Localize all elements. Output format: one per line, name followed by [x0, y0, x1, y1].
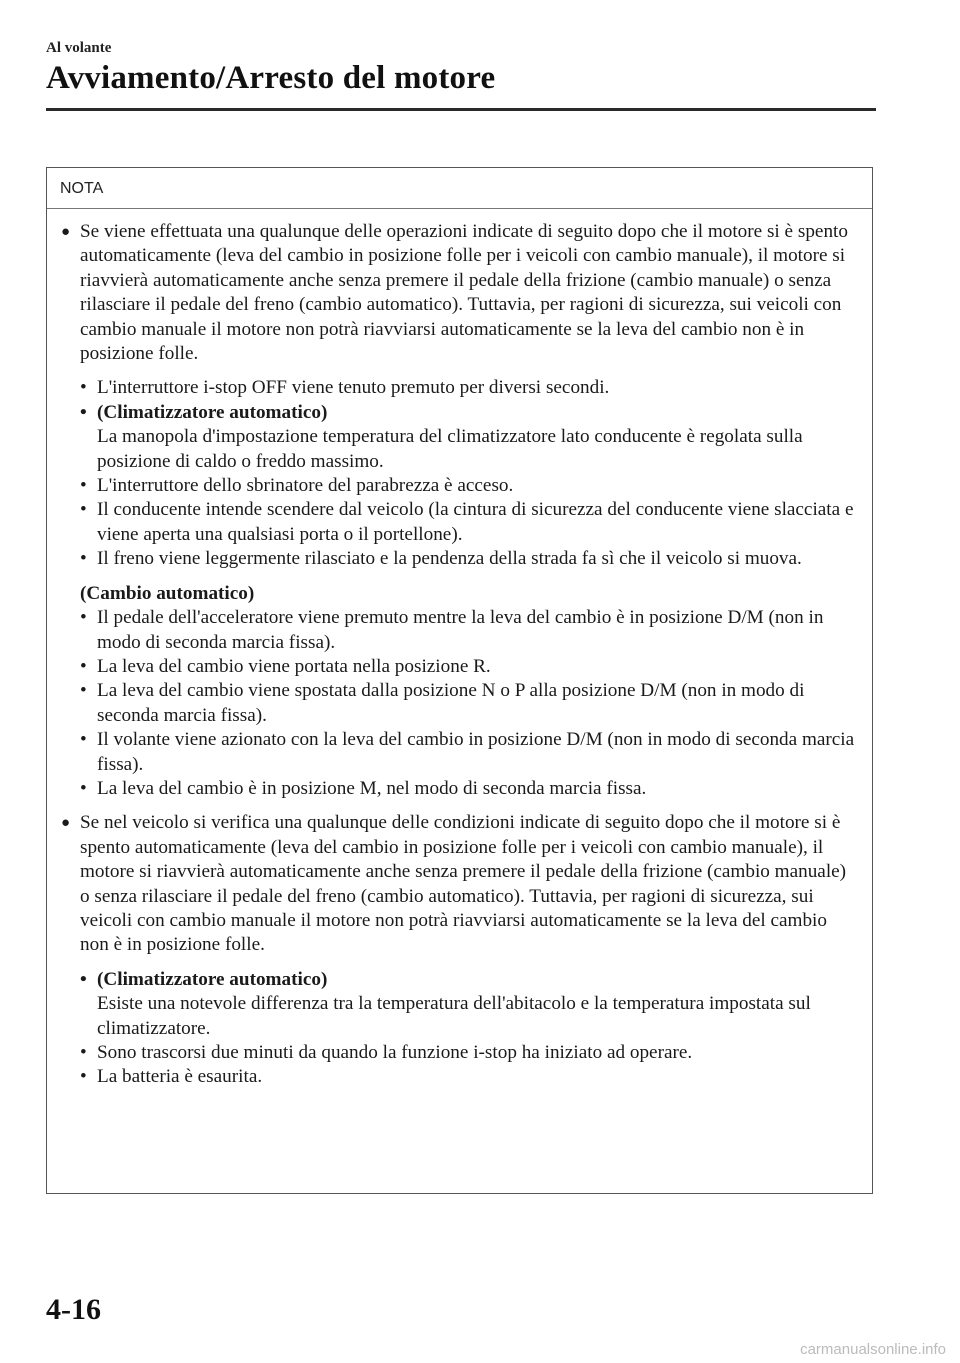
note-body [47, 209, 872, 1090]
climate-text: Esiste una notevole differenza tra la temperatura dell'abitacolo e la temperatura impostata sul climatizzatore. [97, 993, 811, 1039]
climate-text: La manopola d'impostazione temperatura del climatizzatore lato conducente è regolata sulla posizione di caldo o freddo massimo. [97, 426, 803, 472]
auto-transmission-list [80, 606, 858, 801]
list-item-text: L'interruttore dello sbrinatore del parabrezza è acceso. [97, 475, 514, 497]
bullet-dot-icon: ● [61, 224, 71, 240]
page-number: 4-16 [46, 1293, 101, 1326]
section-label: Al volante [46, 40, 112, 56]
note-box [46, 167, 873, 1194]
bullet-icon: • [80, 401, 87, 423]
watermark: carmanualsonline.info [800, 1341, 946, 1358]
list-item-text: Il freno viene leggermente rilasciato e la pendenza della strada fa sì che il veicolo si muova. [97, 548, 802, 570]
list-item-text: Il volante viene azionato con la leva del cambio in posizione D/M (non in modo di seconda marcia fissa). [97, 729, 855, 775]
operations-list [80, 376, 858, 571]
list-item [80, 655, 858, 679]
list-item [80, 968, 858, 1041]
note-paragraph-2 [61, 811, 858, 957]
note-label: NOTA [47, 168, 872, 209]
bullet-dot-icon: ● [61, 815, 71, 832]
bullet-icon: • [80, 655, 87, 677]
list-item [80, 679, 858, 728]
list-item-text: La leva del cambio viene spostata dalla posizione N o P alla posizione D/M (non in modo di seconda marcia fissa). [97, 680, 805, 726]
list-item [80, 606, 858, 655]
list-item-text: La leva del cambio è in posizione M, nel modo di seconda marcia fissa. [97, 777, 647, 799]
list-item-text: La batteria è esaurita. [97, 1066, 263, 1088]
list-item [80, 1065, 858, 1089]
list-item [80, 401, 858, 474]
bullet-icon: • [80, 607, 87, 629]
list-item [80, 474, 858, 498]
paragraph-text: Se nel veicolo si verifica una qualunque delle condizioni indicate di seguito dopo che il motore si è spento automaticamente (leva del cambio in posizione folle per i veicoli con cambio manuale), il motore si riavvierà automaticamente anche senza premere il pedale della frizione (cambio manuale) o senza rilasciare il pedale del freno (cambio automatico). Tuttavia, per ragioni di sicurezza, sui veicoli con cambio manuale il motore non potrà riavviarsi automaticamente se la leva del cambio non è in posizione folle. [80, 812, 847, 956]
list-item [80, 498, 858, 547]
list-item-text: L'interruttore i-stop OFF viene tenuto premuto per diversi secondi. [97, 377, 610, 399]
title-divider [46, 108, 876, 111]
note-paragraph-1 [61, 220, 858, 366]
list-item [80, 1041, 858, 1065]
list-item [80, 547, 858, 571]
bullet-icon: • [80, 499, 87, 521]
bullet-icon: • [80, 777, 87, 799]
bullet-icon: • [80, 548, 87, 570]
list-item [80, 376, 858, 400]
bullet-icon: • [80, 1066, 87, 1088]
list-item-text: Il pedale dell'acceleratore viene premuto mentre la leva del cambio è in posizione D/M (non in modo di seconda marcia fissa). [97, 607, 824, 653]
list-item-text [97, 968, 858, 1041]
bullet-icon: • [80, 475, 87, 497]
list-item-text: Sono trascorsi due minuti da quando la funzione i-stop ha iniziato ad operare. [97, 1042, 693, 1063]
bullet-icon: • [80, 377, 87, 399]
list-item [80, 728, 858, 777]
auto-transmission-heading: (Cambio automatico) [80, 582, 255, 604]
list-item [80, 777, 858, 801]
climate-heading: (Climatizzatore automatico) [97, 968, 328, 990]
bullet-icon: • [80, 1042, 87, 1063]
list-item-text [97, 401, 858, 474]
bullet-icon: • [80, 968, 87, 990]
climate-heading: (Climatizzatore automatico) [97, 401, 328, 423]
page-title: Avviamento/Arresto del motore [46, 60, 496, 96]
bullet-icon: • [80, 729, 87, 751]
bullet-icon: • [80, 680, 87, 702]
list-item-text: La leva del cambio viene portata nella posizione R. [97, 655, 491, 677]
conditions-list [80, 968, 858, 1090]
list-item-text: Il conducente intende scendere dal veicolo (la cintura di sicurezza del conducente viene slacciata e viene aperta una qualsiasi porta o il portellone). [97, 499, 854, 545]
paragraph-text: Se viene effettuata una qualunque delle operazioni indicate di seguito dopo che il motore si è spento automaticamente (leva del cambio in posizione folle per i veicoli con cambio manuale), il motore si riavvierà automaticamente anche senza premere il pedale della frizione (cambio manuale) o senza rilasciare il pedale del freno (cambio automatico). Tuttavia, per ragioni di sicurezza, sui veicoli con cambio manuale il motore non potrà riavviarsi automaticamente se la leva del cambio non è in posizione folle. [80, 221, 848, 365]
